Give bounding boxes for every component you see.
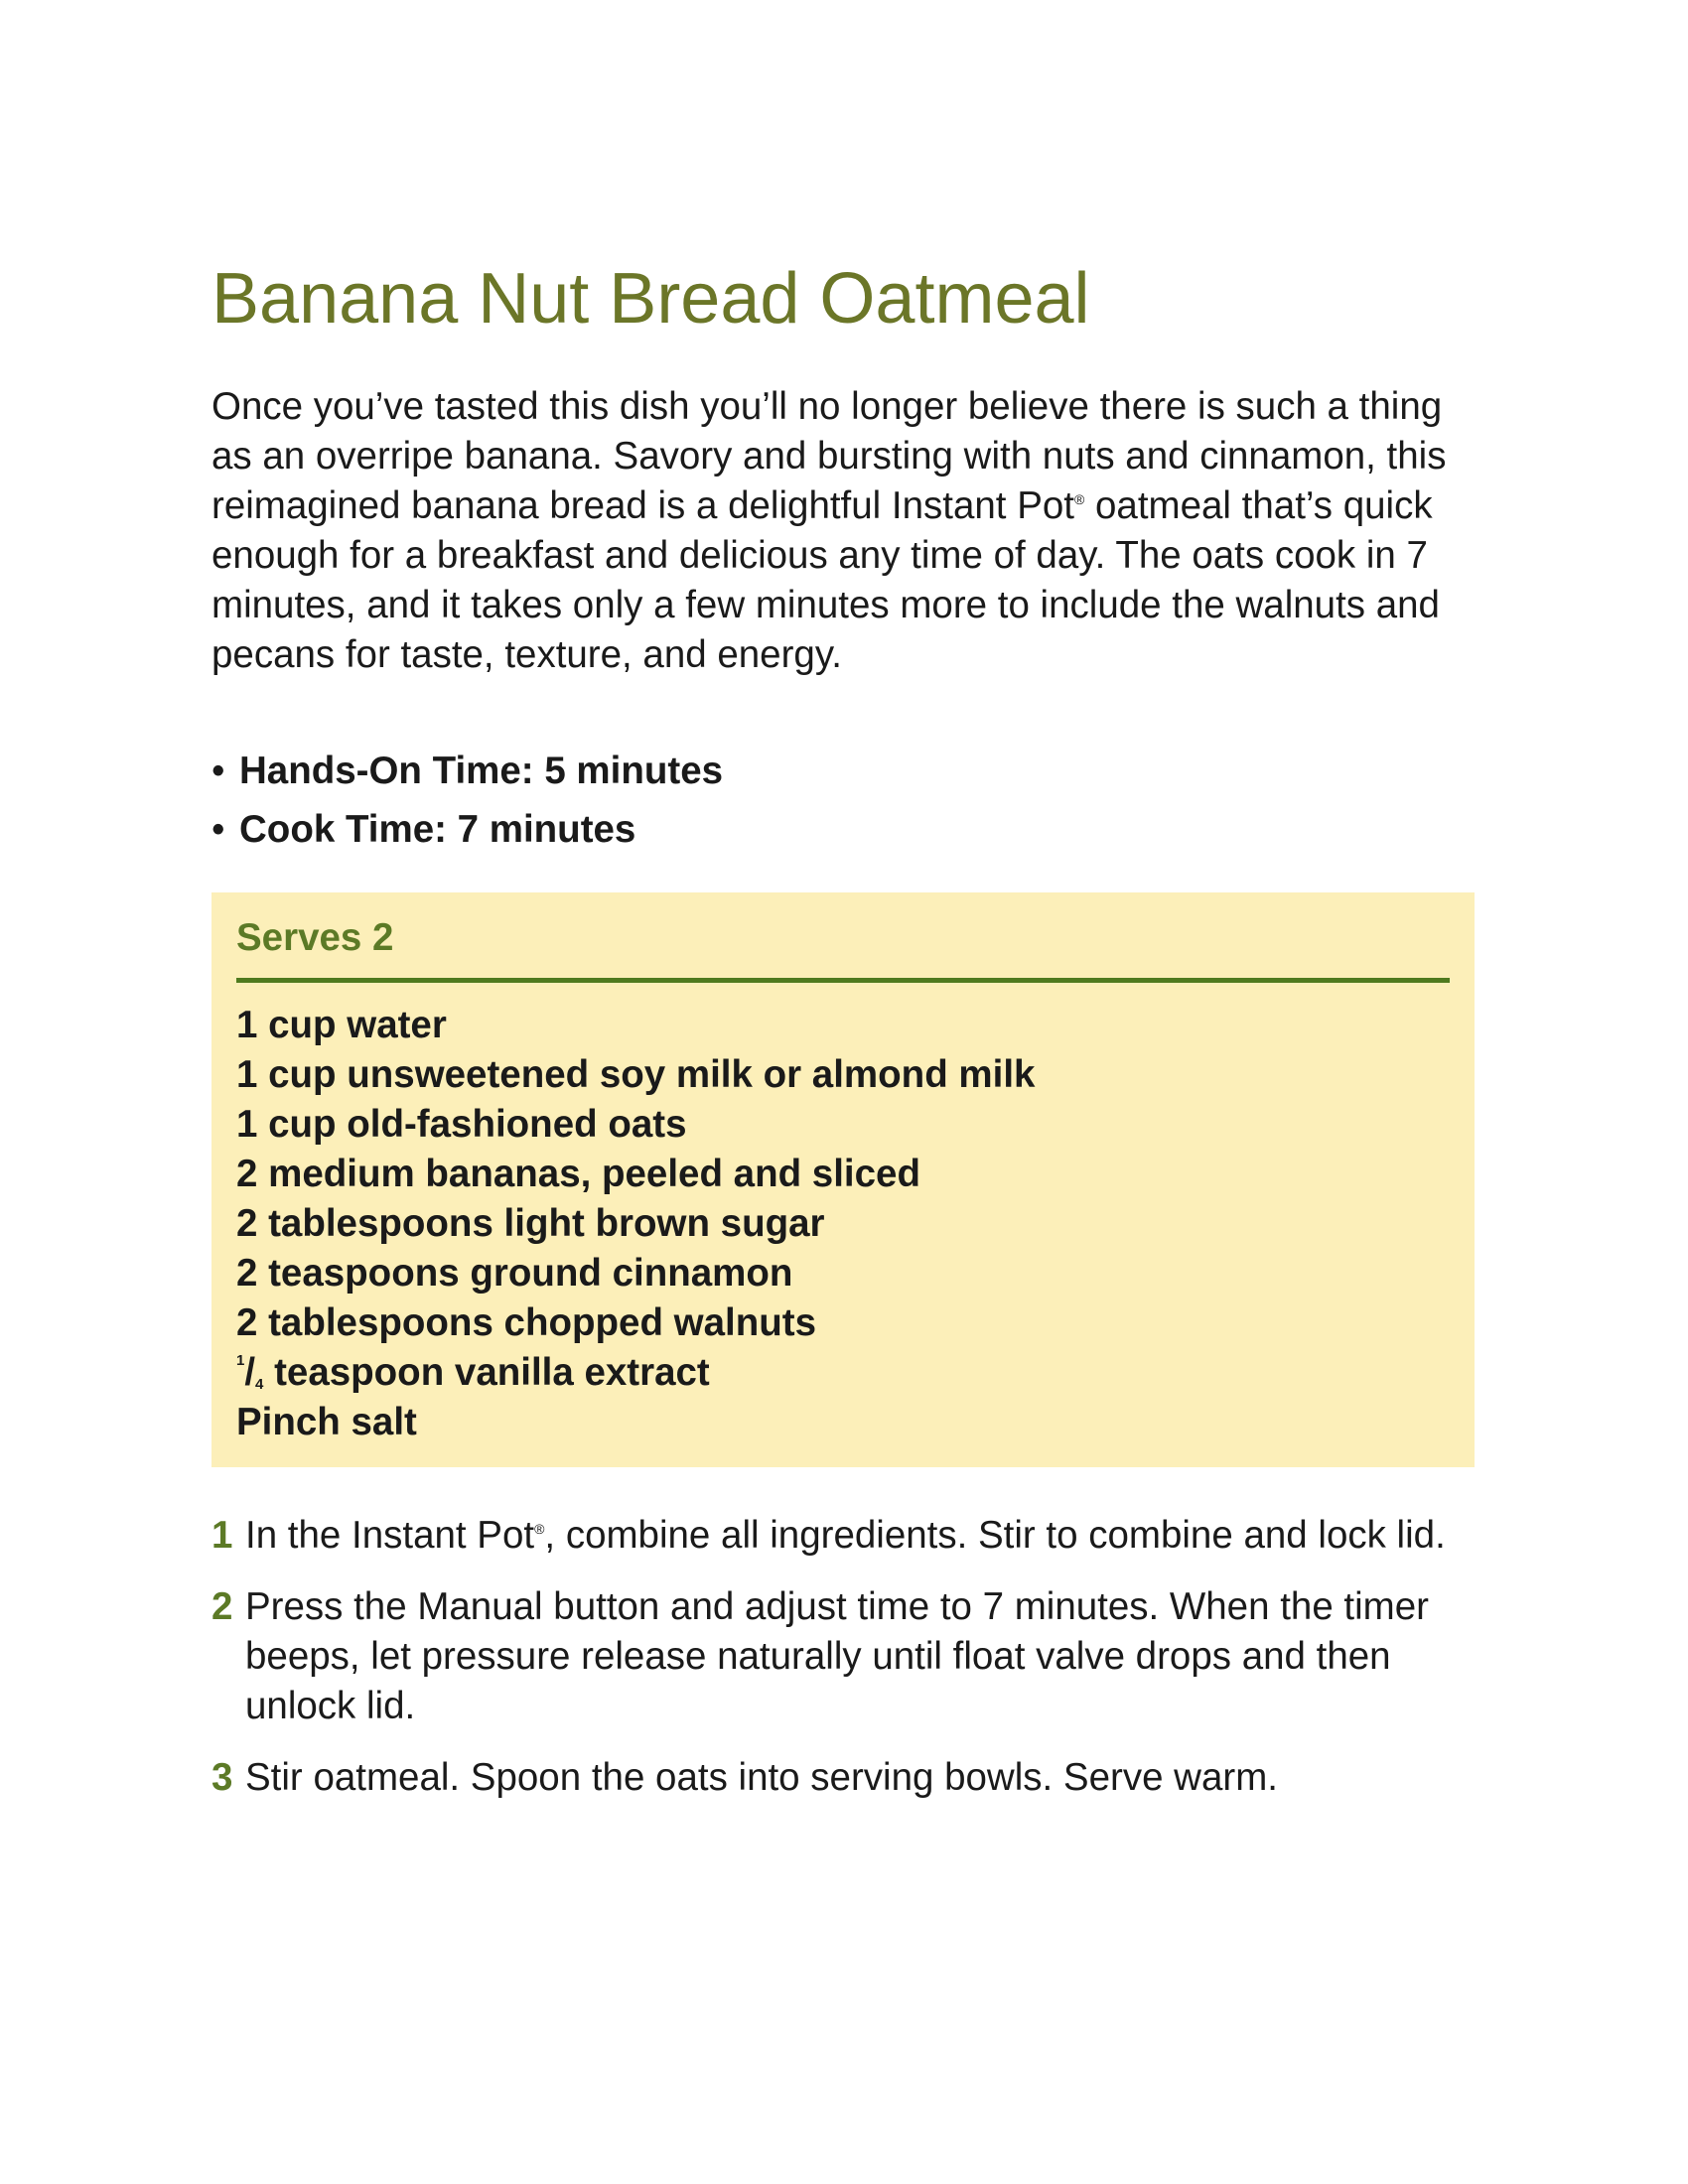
- ingredient-item: 2 medium bananas, peeled and sliced: [236, 1153, 920, 1196]
- ingredient-item: 1 cup unsweetened soy milk or almond milk: [236, 1053, 1036, 1097]
- recipe-intro: [211, 382, 1477, 680]
- ingredients-box: [211, 892, 1475, 1467]
- ingredient-list: [236, 1001, 1450, 1447]
- bullet-icon: •: [211, 750, 225, 793]
- fraction-denominator: 4: [255, 1376, 264, 1394]
- fraction-numerator: 1: [236, 1352, 245, 1370]
- bullet-icon: •: [211, 808, 225, 852]
- vanilla-text: teaspoon vanilla extract: [263, 1351, 710, 1395]
- ingredient-item: Pinch salt: [236, 1401, 417, 1444]
- registered-mark: ®: [534, 1521, 545, 1538]
- recipe-page: [211, 260, 1477, 1825]
- step-list: [211, 1511, 1477, 1803]
- cook-time-label: Cook Time: 7 minutes: [239, 808, 636, 852]
- step-text-part2: , combine all ingredients. Stir to combine and lock lid.: [544, 1514, 1446, 1558]
- step-item: [211, 1753, 1477, 1803]
- ingredient-item: 1 cup water: [236, 1004, 447, 1047]
- step-item: [211, 1511, 1477, 1561]
- ingredient-item: 2 tablespoons chopped walnuts: [236, 1301, 816, 1345]
- cook-time: [211, 800, 1477, 859]
- step-text: Press the Manual button and adjust time to 7 minutes. When the timer beeps, let pressure release naturally until float valve drops and then unlock lid.: [245, 1585, 1429, 1728]
- intro-text-part2: oatmeal that’s quick enough for a breakfast and delicious any time of day. The oats cook in 7 minutes, and it takes only a few minutes more to include the walnuts and pecans for taste, texture, and energy.: [211, 484, 1440, 677]
- serves-heading: Serves 2: [236, 912, 1450, 983]
- intro-text-part1: Once you’ve tasted this dish you’ll no longer believe there is such a thing as an overripe banana. Savory and bursting with nuts and cinnamon, this reimagined banana bread is a delightful Instant Pot: [211, 385, 1447, 528]
- step-number: 2: [211, 1585, 233, 1629]
- hands-on-time: [211, 742, 1477, 800]
- recipe-title: Banana Nut Bread Oatmeal: [211, 259, 1090, 339]
- step-text-part1: In the Instant Pot: [245, 1514, 535, 1558]
- ingredient-item: 2 teaspoons ground cinnamon: [236, 1252, 793, 1296]
- step-text: Stir oatmeal. Spoon the oats into serving bowls. Serve warm.: [245, 1756, 1278, 1800]
- ingredient-item-vanilla: [236, 1348, 1450, 1398]
- time-list: [211, 742, 1477, 859]
- ingredient-item: 2 tablespoons light brown sugar: [236, 1202, 825, 1246]
- fraction-slash: /: [244, 1351, 256, 1395]
- hands-on-time-label: Hands-On Time: 5 minutes: [239, 750, 724, 793]
- step-number: 3: [211, 1756, 233, 1800]
- step-number: 1: [211, 1514, 233, 1558]
- step-item: [211, 1582, 1477, 1731]
- registered-mark: ®: [1073, 491, 1085, 508]
- ingredient-item: 1 cup old-fashioned oats: [236, 1103, 687, 1147]
